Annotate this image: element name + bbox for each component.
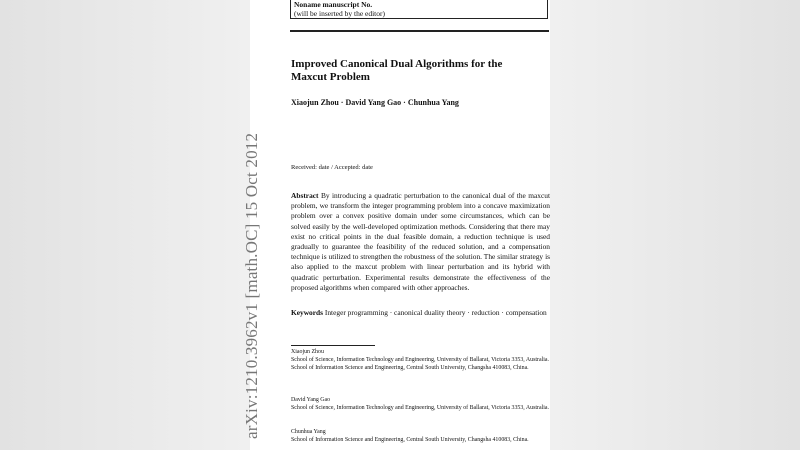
affiliation-line: School of Information Science and Engineering, Central South University, Changsha 410083, China. xyxy=(291,365,529,372)
affiliation-line: School of Science, Information Technology and Engineering, University of Ballarat, Victoria 3353, Australia. xyxy=(291,405,549,412)
manuscript-number: Noname manuscript No. xyxy=(294,0,373,9)
affiliation-name: David Yang Gao xyxy=(291,397,331,403)
affiliation-zhou xyxy=(291,348,550,373)
author-list: Xiaojun Zhou · David Yang Gao · Chunhua Yang xyxy=(291,98,459,107)
received-date: Received: date / Accepted: date xyxy=(291,164,373,171)
affiliation-name: Xiaojun Zhou xyxy=(291,349,324,355)
footnote-rule xyxy=(291,345,375,346)
right-margin xyxy=(550,0,800,450)
affiliation-line: School of Science, Information Technology and Engineering, University of Ballarat, Victoria 3353, Australia. xyxy=(291,357,549,364)
manuscript-note: (will be inserted by the editor) xyxy=(294,9,386,18)
header-rule xyxy=(290,30,549,32)
affiliation-line: School of Information Science and Engineering, Central South University, Changsha 410083, China. xyxy=(291,437,529,444)
affiliation-gao xyxy=(291,396,550,412)
arxiv-stamp-text: arXiv:1210.3962v1 [math.OC] 15 Oct 2012 xyxy=(242,132,261,439)
affiliation-name: Chunhua Yang xyxy=(291,429,326,435)
arxiv-stamp xyxy=(242,0,270,450)
keywords xyxy=(291,308,550,318)
abstract-label: Abstract xyxy=(291,191,319,200)
keywords-label: Keywords xyxy=(291,308,324,317)
abstract-text: By introducing a quadratic perturbation to the canonical dual of the maxcut problem, we transform the integer programming problem into a concave maximization problem over a convex positive domain under some circumstances, which can be solved easily by the well-developed optimization methods. Considering that there may exist no critical points in the dual feasible domain, a reduction technique is used gradually to guarantee the feasibility of the reduced solution, and a compensation technique is utilized to strengthen the robustness of the solution. The similar strategy is also applied to the maxcut problem with linear perturbation and its hybrid with quadratic perturbation. Experimental results demonstrate the effectiveness of the proposed algorithms when compared with other approaches. xyxy=(291,191,550,292)
paper-title: Improved Canonical Dual Algorithms for the Maxcut Problem xyxy=(291,58,503,83)
left-margin xyxy=(0,0,250,450)
manuscript-box xyxy=(290,0,548,19)
abstract xyxy=(291,191,550,293)
affiliation-yang xyxy=(291,428,550,444)
keywords-text: Integer programming · canonical duality theory · reduction · compensation xyxy=(324,308,547,317)
